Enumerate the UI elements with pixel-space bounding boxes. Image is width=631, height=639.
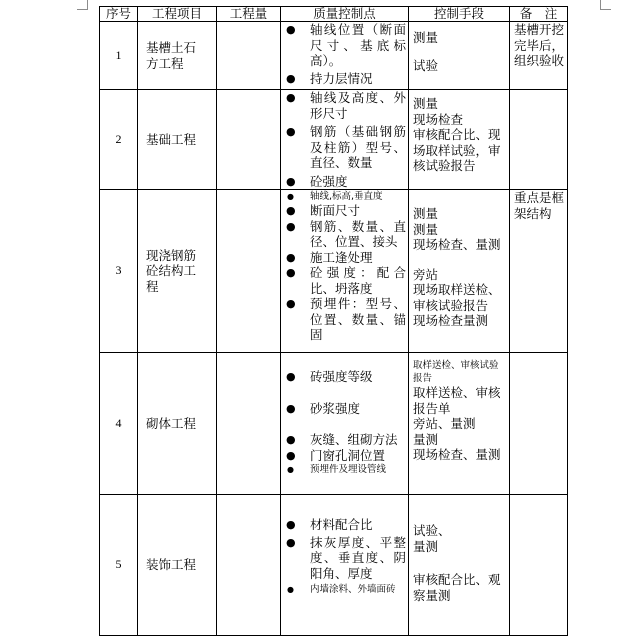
control-point-item: ● 门窗孔洞位置 xyxy=(286,447,386,463)
control-means-item: 现场检查量测 xyxy=(413,313,489,328)
bullet-icon: ● xyxy=(286,125,296,138)
row-control-means xyxy=(409,22,510,90)
bullet-icon: ● xyxy=(286,535,296,549)
control-point-item: ● 轴线及高度、外形尺寸 xyxy=(286,90,406,121)
control-point-item: ● 预埋件：型号、位置、数量、锚固 xyxy=(286,296,406,342)
control-point-item: ● 灰缝、组砌方法 xyxy=(286,432,398,447)
bullet-icon: ● xyxy=(286,370,296,383)
control-means-item: 测量 xyxy=(413,221,439,237)
bullet-icon: ● xyxy=(286,297,296,310)
row-remarks xyxy=(510,90,568,190)
control-point-item: ● 砂浆强度 xyxy=(286,400,361,416)
row-project: 砌体工程 xyxy=(138,353,217,495)
row-quantity xyxy=(217,22,281,90)
control-point-item: ● 砼强度：配合比、坍落度 xyxy=(286,265,406,296)
row-remarks xyxy=(510,495,568,636)
bullet-icon: ● xyxy=(286,518,296,531)
row-remarks: 重点是框架结构 xyxy=(510,190,568,353)
bullet-icon: ● xyxy=(286,448,296,462)
control-means-item: 测量 xyxy=(413,30,439,45)
bullet-icon: ● xyxy=(287,585,294,594)
bullet-icon: ● xyxy=(287,465,294,474)
row-seq: 2 xyxy=(100,90,138,190)
bullet-icon: ● xyxy=(286,250,296,264)
bullet-icon: ● xyxy=(286,23,296,36)
bullet-icon: ● xyxy=(286,174,296,188)
control-means-item: 量测 xyxy=(413,538,439,554)
control-means-item: 量测 xyxy=(413,431,439,447)
col-header-seq: 序号 xyxy=(100,7,138,22)
control-point-item: ● 钢筋（基础钢筋及柱筋）型号、直径、数量 xyxy=(286,124,406,170)
bullet-icon: ● xyxy=(286,219,296,233)
control-point-item: ● 轴线位置（断面尺寸、基底标高）。 xyxy=(286,22,406,68)
table-row xyxy=(100,190,568,353)
bullet-icon: ● xyxy=(286,401,296,415)
bullet-icon: ● xyxy=(286,91,296,104)
col-header-project: 工程项目 xyxy=(138,7,217,22)
bullet-icon: ● xyxy=(286,71,296,85)
row-project: 基槽土石方工程 xyxy=(138,22,217,90)
control-means-item: 现场取样送检、审核试验报告 xyxy=(413,282,501,313)
col-header-quantity: 工程量 xyxy=(217,7,281,22)
bullet-icon: ● xyxy=(286,433,296,446)
control-point-list xyxy=(281,22,408,86)
control-means-item: 测量 xyxy=(413,206,439,221)
row-project: 现浇钢筋砼结构工程 xyxy=(138,190,217,353)
control-point-item: ● 轴线,标高,垂直度 xyxy=(287,191,383,202)
row-control-means xyxy=(409,90,510,190)
control-point-list xyxy=(281,517,408,596)
control-means-item: 取样送检、审核试验报告 xyxy=(413,360,499,384)
row-seq: 5 xyxy=(100,495,138,636)
row-seq: 3 xyxy=(100,190,138,353)
row-control-points xyxy=(281,495,409,636)
bullet-icon: ● xyxy=(287,192,294,201)
control-point-item: ● 断面尺寸 xyxy=(286,203,361,218)
control-means-item: 试验、 xyxy=(413,523,451,538)
control-means-item: 审核配合比、现场取样试验，审核试验报告 xyxy=(413,127,501,173)
row-control-means xyxy=(409,495,510,636)
control-means-item: 旁站 xyxy=(413,266,439,282)
table-row xyxy=(100,353,568,495)
table-row xyxy=(100,22,568,90)
control-point-item: ● 内墙涂料、外墙面砖 xyxy=(287,584,396,595)
control-point-item: ● 砖强度等级 xyxy=(286,369,373,384)
control-point-item: ● 施工逢处理 xyxy=(286,249,373,265)
table-row xyxy=(100,90,568,190)
row-seq: 1 xyxy=(100,22,138,90)
row-control-points xyxy=(281,190,409,353)
control-means-item: 现场检查、量测 xyxy=(413,447,501,462)
row-quantity xyxy=(217,353,281,495)
row-seq: 4 xyxy=(100,353,138,495)
control-means-item: 测量 xyxy=(413,96,439,111)
control-point-list xyxy=(281,90,408,189)
row-remarks: 基槽开挖完毕后，组织验收 xyxy=(510,22,568,90)
control-means-item: 取样送检、审核报告单 xyxy=(413,385,501,416)
control-point-item: ● 抹灰厚度、平整度、垂直度、阴阳角、厚度 xyxy=(286,534,406,581)
control-point-item: ● 钢筋、数量、直径、位置、接头 xyxy=(286,218,406,249)
row-quantity xyxy=(217,495,281,636)
control-means-item: 现场检查 xyxy=(413,111,464,127)
control-point-item: ● 预埋件及埋设管线 xyxy=(287,464,387,475)
page-corner-mark-left-h xyxy=(77,9,88,10)
col-header-remarks: 备 注 xyxy=(510,7,568,22)
quality-control-table xyxy=(99,6,568,636)
control-point-item: ● 材料配合比 xyxy=(286,517,373,532)
control-means-item: 审核配合比、观察量测 xyxy=(413,572,501,603)
col-header-control-points: 质量控制点 xyxy=(281,7,409,22)
row-quantity xyxy=(217,90,281,190)
row-project: 基础工程 xyxy=(138,90,217,190)
page-corner-mark-right-h xyxy=(600,9,611,10)
control-means-item: 试验 xyxy=(413,57,439,73)
control-means-item: 现场检查、量测 xyxy=(413,237,501,252)
bullet-icon: ● xyxy=(286,266,296,279)
control-point-item: ● 持力层情况 xyxy=(286,70,373,86)
control-means-item: 旁站、量测 xyxy=(413,416,476,431)
row-control-points xyxy=(281,353,409,495)
control-point-list xyxy=(281,369,408,476)
table-row xyxy=(100,495,568,636)
bullet-icon: ● xyxy=(286,204,296,217)
row-quantity xyxy=(217,190,281,353)
row-control-means xyxy=(409,190,510,353)
row-control-points xyxy=(281,90,409,190)
row-project: 装饰工程 xyxy=(138,495,217,636)
col-header-control-means: 控制手段 xyxy=(409,7,510,22)
control-point-list xyxy=(281,190,408,343)
row-remarks xyxy=(510,353,568,495)
control-point-item: ● 砼强度 xyxy=(286,173,348,189)
row-control-means xyxy=(409,353,510,495)
table-header-row xyxy=(100,7,568,22)
row-control-points xyxy=(281,22,409,90)
